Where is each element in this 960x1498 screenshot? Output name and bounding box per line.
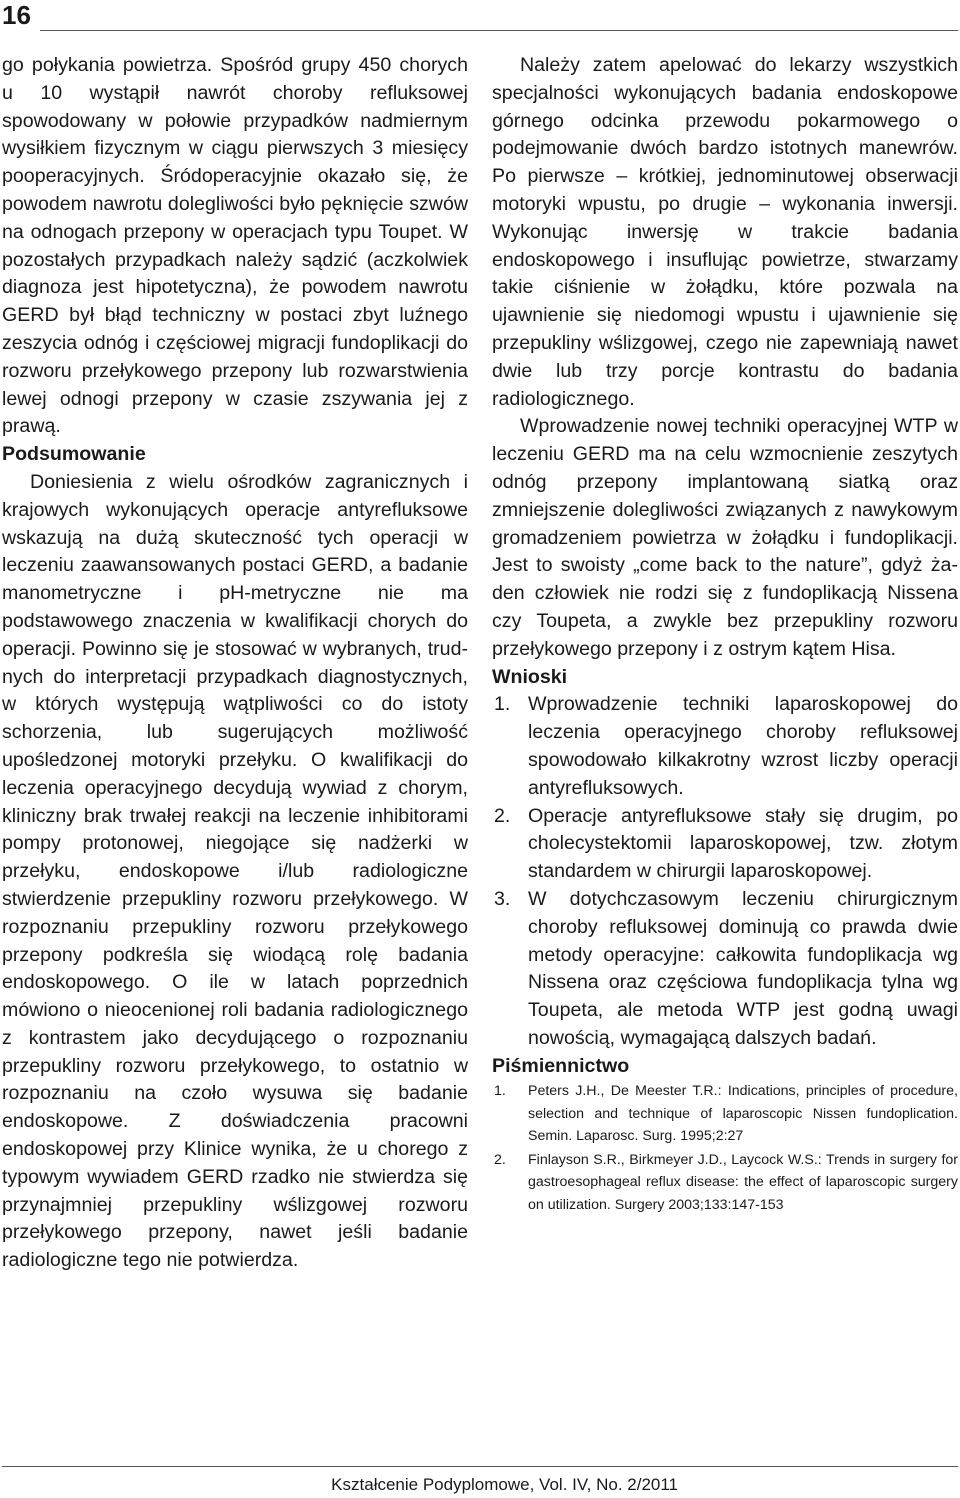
list-item: [492, 691, 958, 802]
reference-text: Finlayson S.R., Birkmeyer J.D., Laycock W.S.: Trends in surgery for gastroesophageal reflux disease: the effect of laparoscopic surgery on utilization. Surgery 2003;133:147-153: [528, 1152, 958, 1213]
list-number: 1.: [494, 693, 511, 716]
list-number: 3.: [494, 887, 511, 910]
reference-item: [492, 1080, 958, 1147]
header-rule: [40, 30, 958, 31]
footer-rule: [2, 1466, 958, 1467]
list-text: Wprowadzenie techniki laparoskopowej do leczenia operacyjnego choroby refluksowej spowodowało kilkakrotny wzrost liczby operacji antyrefluksowych.: [528, 693, 958, 799]
body-paragraph: Doniesienia z wielu ośrodków zagranicznych i krajowych wykonujących operacje antyrefluksowe wskazują na dużą skuteczność tych operacji w leczeniu zaawansowanych postaci GERD, a badanie manometryczne i pH-metryczne nie ma podstawowego znaczenia w kwalifikacji chorych do operacji. Powinno się je stosować w wybranych, trudnych do interpretacji przypadkach diagnostycznych, w których występują wątpliwości co do istoty schorzenia, lub sugerujących możliwość upośledzonej motoryki przełyku. O kwalifikacji do leczenia operacyjnego decydują wywiad z chorym, kliniczny brak trwałej reakcji na leczenie inhibitorami pompy protonowej, niegojące się nadżerki w przełyku, endoskopowe i/lub radiologiczne stwierdzenie przepukliny rozworu przełykowego. W rozpoznaniu przepukliny rozworu przełykowego przepony podkreśla się wiodącą rolę badania endoskopowego. O ile w latach poprzednich mówiono o nieocenionej roli badania radiologicznego z kontrastem jako decydującego o rozpoznaniu przepukliny rozworu przełykowego, to ostatnio w rozpoznaniu na czoło wysuwa się badanie endoskopowe. Z doświadczenia pracowni endoskopowej przy Klinice wynika, że u chorego z typowym wywiadem GERD rzadko nie stwierdza się przynajmniej przepukliny wślizgowej rozworu przełykowego przepony, nawet jeśli badanie radiologiczne tego nie potwierdza.: [2, 470, 468, 1272]
references-list: [492, 1080, 958, 1215]
section-heading-references: Piśmiennictwo: [492, 1054, 630, 1077]
left-column: [2, 52, 468, 1275]
section-heading-summary: Podsumowanie: [2, 443, 146, 466]
list-item: [492, 886, 958, 1053]
body-paragraph: Wprowadzenie nowej techniki operacyjnej WTP w leczeniu GERD ma na celu wzmocnienie zeszytych odnóg przepony implantowaną siatką oraz zmniejszenie dolegliwości związanych z nawykowym gromadzeniem powietrza w żołądku i fundoplikacji. Jest to swoisty „come back to the nature”, gdyż żaden człowiek nie rodzi się z fundoplikacją Nissena czy Toupeta, a zwykle bez przepukliny rozworu przełykowego przepony i z ostrym kątem Hisa.: [492, 415, 958, 660]
list-text: Operacje antyrefluksowe stały się drugim, po cholecystektomii laparoskopowej, tzw. złotym standardem w chirurgii laparoskopowej.: [528, 804, 958, 883]
page-number: 16: [2, 0, 31, 30]
reference-text: Peters J.H., De Meester T.R.: Indications, principles of procedure, selection and technique of laparoscopic Nissen fundoplication. Semin. Laparosc. Surg. 1995;2:27: [528, 1083, 958, 1144]
list-item: [492, 803, 958, 886]
list-text: W dotychczasowym leczeniu chirurgicznym choroby refluksowej dominują co prawda dwie metody operacyjne: całkowita fundoplikacja wg Nissena oraz częściowa fundoplikacja tylna wg Toupeta, ale metoda WTP jest godną uwagi nowością, wymagającą dalszych badań.: [528, 887, 958, 1049]
body-paragraph: go połykania powietrza. Spośród grupy 450 chorych u 10 wystąpił nawrót choroby refluksowej spowodowany w połowie przypadków nadmiernym wysiłkiem fizycznym w ciągu pierwszych 3 miesięcy pooperacyjnych. Śródoperacyjnie okazało się, że powodem nawrotu dolegliwości było pęknięcie szwów na odnogach przepony w operacjach typu Toupet. W pozostałych przypadkach należy sądzić (aczkolwiek diagnoza jest hipotetyczna), że powodem nawrotu GERD był błąd techniczny w postaci zbyt luźnego zeszycia odnóg i częściowej migracji fundoplikacji do rozworu przełykowego przepony lub rozwarstwienia lewej odnogi przepony w czasie zszywania jej z prawą.: [2, 54, 468, 438]
right-column: [492, 52, 958, 1218]
body-paragraph: Należy zatem apelować do lekarzy wszystkich specjalności wykonujących badania endoskopowe górnego odcinka przewodu pokarmowego o podejmowanie dwóch bardzo istotnych manewrów. Po pierwsze – krótkiej, jednominutowej obserwacji motoryki wpustu, po drugie – wykonania inwersji. Wykonując inwersję w trakcie badania endoskopowego i insuflując powietrze, stwarzamy takie ciśnienie w żołądku, które pozwala na ujawnienie się niedomogi wpustu i ujawnienie się przepukliny wślizgowej, czego nie zapewniają nawet dwie lub trzy porcje kontrastu do badania radiologicznego.: [492, 54, 958, 410]
reference-item: [492, 1149, 958, 1216]
list-number: 2.: [494, 804, 511, 827]
reference-number: 1.: [494, 1083, 506, 1100]
section-heading-conclusions: Wnioski: [492, 665, 568, 688]
reference-number: 2.: [494, 1152, 506, 1169]
journal-footer: Kształcenie Podyplomowe, Vol. IV, No. 2/2011: [331, 1475, 678, 1494]
conclusions-list: [492, 691, 958, 1052]
